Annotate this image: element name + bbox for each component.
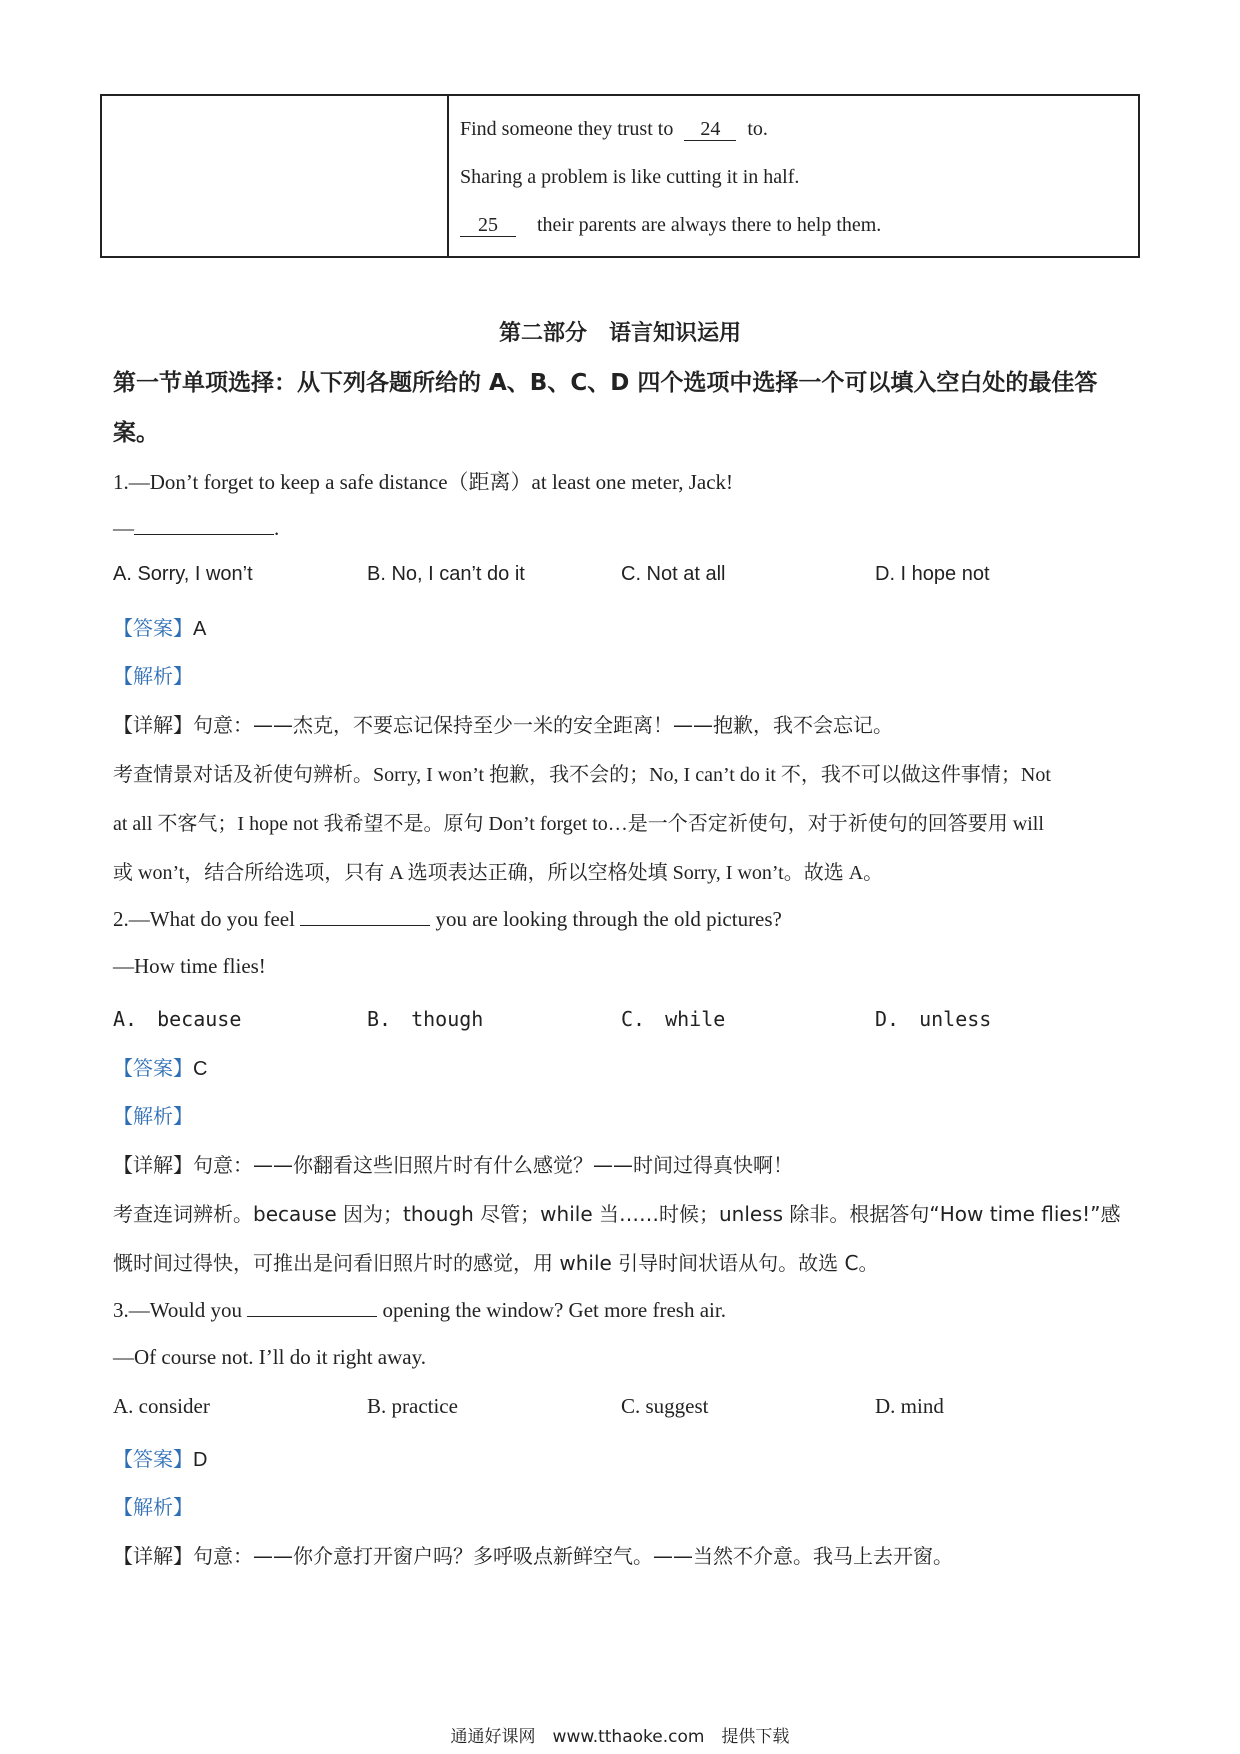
- q3-option-d: D. mind: [875, 1394, 944, 1418]
- table-row-2: Sharing a problem is like cutting it in half.: [460, 166, 800, 188]
- table-row-3: 25 their parents are always there to help them.: [460, 214, 881, 237]
- q2-option-d: D. unless: [875, 1007, 992, 1031]
- q3-option-a: A. consider: [113, 1394, 210, 1418]
- q2-stem: 2.—What do you feel you are looking through the old pictures?: [113, 907, 782, 931]
- q3-detail: 【详解】句意：——你介意打开窗户吗？多呼吸点新鲜空气。——当然不介意。我马上去开窗。: [113, 1544, 953, 1568]
- q1-option-d: D. I hope not: [875, 563, 990, 585]
- q2-option-c: C. while: [621, 1007, 726, 1031]
- q3-option-c: C. suggest: [621, 1394, 709, 1418]
- q2-reply: —How time flies!: [113, 954, 266, 978]
- q1-explain-3: 或 won’t，结合所给选项，只有 A 选项表达正确，所以空格处填 Sorry, I won’t。故选 A。: [113, 862, 884, 884]
- q1-option-b: B. No, I can’t do it: [367, 563, 525, 585]
- q1-answer: 【答案】A: [113, 616, 207, 640]
- part-title: 第二部分 语言知识运用: [498, 321, 741, 346]
- q2-explain-2: 慨时间过得快，可推出是问看旧照片时的感觉，用 while 引导时间状语从句。故选 C。: [113, 1251, 879, 1275]
- q2-option-b: B. though: [367, 1007, 484, 1031]
- q1-analysis-tag: 【解析】: [113, 664, 193, 688]
- blank-25: 25: [460, 214, 516, 237]
- q2-detail: 【详解】句意：——你翻看这些旧照片时有什么感觉？——时间过得真快啊！: [113, 1153, 793, 1177]
- q2-answer: 【答案】C: [113, 1056, 208, 1080]
- q1-explain-1: 考查情景对话及祈使句辨析。Sorry, I won’t 抱歉，我不会的；No, I can’t do it 不，我不可以做这件事情；Not: [113, 764, 1051, 786]
- q3-stem: 3.—Would you opening the window? Get more fresh air.: [113, 1298, 726, 1322]
- q1-explain-2: at all 不客气；I hope not 我希望不是。原句 Don’t forget to…是一个否定祈使句，对于祈使句的回答要用 will: [113, 813, 1044, 835]
- q1-stem: 1.—Don’t forget to keep a safe distance（距离）at least one meter, Jack!: [113, 470, 734, 494]
- q2-analysis-tag: 【解析】: [113, 1104, 193, 1128]
- q3-blank: [247, 1296, 377, 1317]
- blank-24: 24: [684, 118, 736, 141]
- q1-option-a: A. Sorry, I won’t: [113, 563, 253, 585]
- q1-detail: 【详解】句意：——杰克，不要忘记保持至少一米的安全距离！——抱歉，我不会忘记。: [113, 713, 893, 737]
- q3-option-b: B. practice: [367, 1394, 458, 1418]
- footer-watermark: 通通好课网 www.tthaoke.com 提供下载: [450, 1727, 790, 1747]
- q1-option-c: C. Not at all: [621, 563, 726, 585]
- q2-blank: [300, 905, 430, 926]
- q3-analysis-tag: 【解析】: [113, 1495, 193, 1519]
- q3-answer: 【答案】D: [113, 1447, 208, 1471]
- q2-explain-1: 考查连词辨析。because 因为；though 尽管；while 当……时候；unless 除非。根据答句“How time flies!”感: [113, 1202, 1121, 1226]
- q2-option-a: A. because: [113, 1007, 242, 1031]
- q1-reply: — .: [113, 516, 280, 540]
- q3-reply: —Of course not. I’ll do it right away.: [113, 1345, 426, 1369]
- table-row-1: Find someone they trust to 24 to.: [460, 118, 768, 140]
- section-title: 第一节单项选择：从下列各题所给的 A、B、C、D 四个选项中选择一个可以填入空白处的最佳答案。: [113, 370, 1098, 446]
- reading-table: [100, 94, 1140, 258]
- table-divider: [447, 96, 449, 256]
- q1-blank: [134, 514, 274, 535]
